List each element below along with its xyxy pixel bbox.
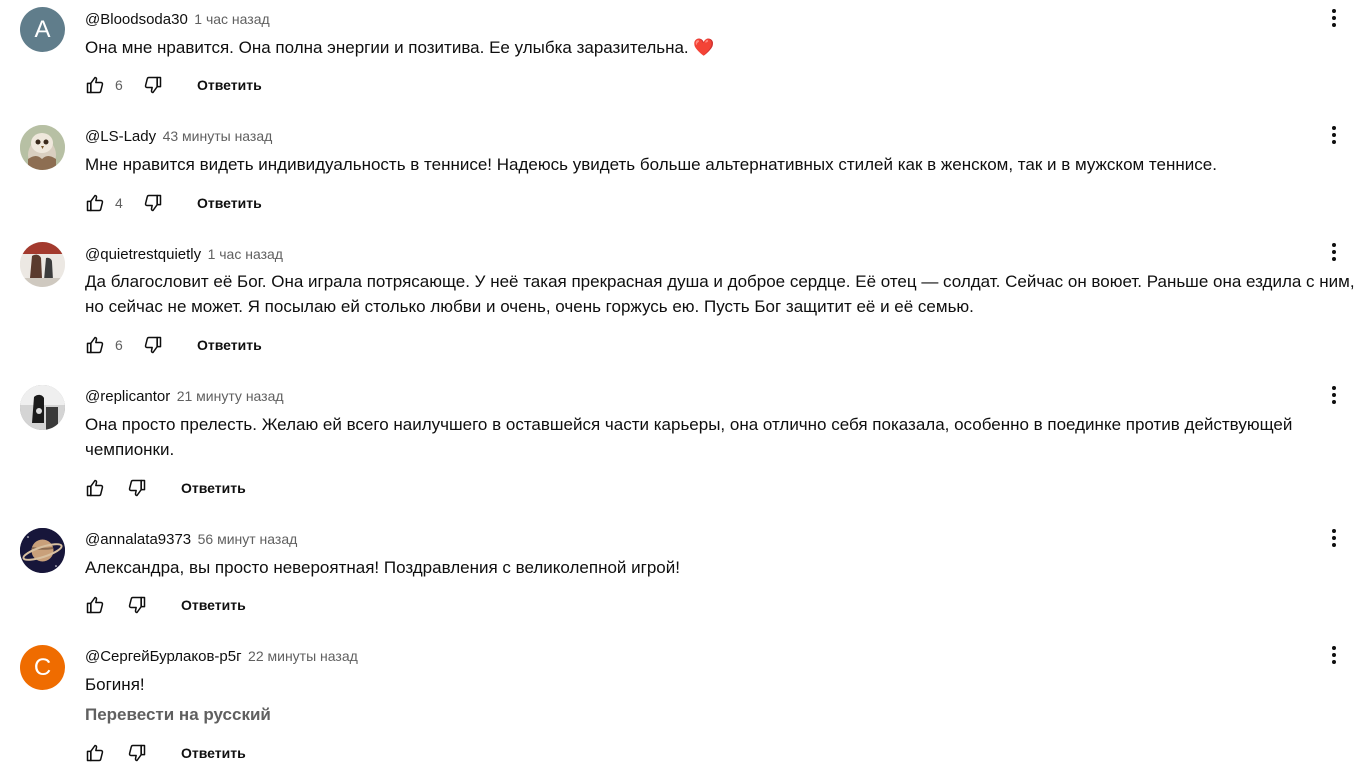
like-button[interactable] — [85, 193, 105, 213]
more-vertical-icon — [1322, 123, 1346, 147]
comment-header — [85, 244, 283, 265]
comment-actions — [85, 593, 246, 617]
owl-avatar-icon — [20, 125, 65, 170]
reply-button[interactable]: Ответить — [197, 77, 262, 93]
thumb-down-icon — [127, 743, 147, 763]
author-name[interactable]: @quietrestquietly — [85, 246, 202, 263]
comment-time[interactable]: 1 час назад — [207, 246, 283, 262]
more-menu-button[interactable] — [1322, 6, 1346, 30]
more-vertical-icon — [1322, 643, 1346, 667]
avatar-letter: A — [34, 15, 51, 43]
author-name[interactable]: @СергейБурлаков-р5г — [85, 648, 242, 665]
thumb-up-icon — [85, 75, 105, 95]
comment-actions — [85, 741, 246, 765]
thumb-down-icon — [143, 193, 163, 213]
comment-actions — [85, 333, 262, 357]
avatar[interactable] — [20, 125, 65, 170]
comment-text — [85, 36, 1357, 61]
comment-text: Богиня! — [85, 675, 145, 694]
comment-actions — [85, 476, 246, 500]
dislike-button[interactable] — [143, 193, 163, 213]
comment-annalata9373 — [0, 520, 1362, 637]
heart-emoji-icon: ❤️ — [693, 38, 715, 57]
avatar[interactable] — [20, 242, 65, 287]
more-menu-button[interactable] — [1322, 526, 1346, 550]
more-menu-button[interactable] — [1322, 123, 1346, 147]
thumb-up-icon — [85, 335, 105, 355]
like-button[interactable] — [85, 335, 105, 355]
thumb-up-icon — [85, 193, 105, 213]
reply-button[interactable]: Ответить — [181, 597, 246, 613]
like-button[interactable] — [85, 478, 105, 498]
author-name[interactable]: @replicantor — [85, 388, 171, 405]
comment-time[interactable]: 21 минуту назад — [176, 388, 284, 404]
thumb-down-icon — [143, 335, 163, 355]
planet-avatar-icon — [20, 528, 65, 573]
comment-text: Она просто прелесть. Желаю ей всего наилучшего в оставшейся части карьеры, она отлично себя показала, особенно в поединке против действующей чемпионки. — [85, 415, 1293, 459]
thumb-down-icon — [127, 595, 147, 615]
reply-button[interactable]: Ответить — [197, 337, 262, 353]
dislike-button[interactable] — [143, 75, 163, 95]
like-count: 6 — [115, 337, 123, 353]
reply-button[interactable]: Ответить — [197, 195, 262, 211]
comment-bloodsoda30 — [0, 0, 1362, 117]
more-vertical-icon — [1322, 6, 1346, 30]
thumb-down-icon — [143, 75, 163, 95]
comment-header — [85, 646, 358, 667]
avatar[interactable] — [20, 528, 65, 573]
dislike-button[interactable] — [127, 478, 147, 498]
dislike-button[interactable] — [127, 743, 147, 763]
avatar[interactable] — [20, 7, 65, 52]
thumb-down-icon — [127, 478, 147, 498]
photo-avatar-icon — [20, 242, 65, 287]
more-menu-button[interactable] — [1322, 240, 1346, 264]
comment-sergeyburlakov — [0, 637, 1362, 766]
comment-header — [85, 126, 272, 147]
comment-header — [85, 529, 297, 550]
author-name[interactable]: @Bloodsoda30 — [85, 11, 188, 28]
like-count: 4 — [115, 195, 123, 211]
author-name[interactable]: @annalata9373 — [85, 531, 192, 548]
comment-replicantor — [0, 377, 1362, 519]
dislike-button[interactable] — [143, 335, 163, 355]
more-vertical-icon — [1322, 240, 1346, 264]
comment-time[interactable]: 56 минут назад — [197, 531, 298, 547]
reply-button[interactable]: Ответить — [181, 745, 246, 761]
photo-avatar-icon — [20, 385, 65, 430]
translate-link[interactable]: Перевести на русский — [85, 705, 271, 724]
like-count: 6 — [115, 77, 123, 93]
like-button[interactable] — [85, 75, 105, 95]
comment-text-content: Она мне нравится. Она полна энергии и позитива. Ее улыбка заразительна. — [85, 38, 689, 57]
dislike-button[interactable] — [127, 595, 147, 615]
more-menu-button[interactable] — [1322, 383, 1346, 407]
comment-time[interactable]: 43 минуты назад — [162, 128, 273, 144]
comment-time[interactable]: 22 минуты назад — [248, 648, 358, 664]
comment-quietrestquietly — [0, 235, 1362, 377]
comment-text: Да благословит её Бог. Она играла потрясающе. У неё такая прекрасная душа и доброе сердце. Её отец — солдат. Сейчас он воюет. Раньше она ездила с ним, но сейчас не может. Я посылаю ей столько любви и очень, очень горжусь ею. Пусть Бог защитит её и её семью. — [85, 272, 1355, 316]
like-button[interactable] — [85, 595, 105, 615]
avatar[interactable] — [20, 645, 65, 690]
avatar-letter: C — [33, 653, 52, 681]
comment-header — [85, 386, 284, 407]
comment-text: Александра, вы просто невероятная! Поздравления с великолепной игрой! — [85, 558, 680, 577]
comment-ls-lady — [0, 117, 1362, 235]
comment-header — [85, 9, 270, 30]
more-vertical-icon — [1322, 526, 1346, 550]
comment-text: Мне нравится видеть индивидуальность в теннисе! Надеюсь увидеть больше альтернативных стилей как в женском, так и в мужском теннисе. — [85, 155, 1217, 174]
avatar[interactable] — [20, 385, 65, 430]
like-button[interactable] — [85, 743, 105, 763]
thumb-up-icon — [85, 478, 105, 498]
more-vertical-icon — [1322, 383, 1346, 407]
more-menu-button[interactable] — [1322, 643, 1346, 667]
comment-actions — [85, 191, 262, 215]
author-name[interactable]: @LS-Lady — [85, 128, 157, 145]
comment-time[interactable]: 1 час назад — [194, 11, 270, 27]
thumb-up-icon — [85, 595, 105, 615]
thumb-up-icon — [85, 743, 105, 763]
reply-button[interactable]: Ответить — [181, 480, 246, 496]
comment-actions — [85, 73, 262, 97]
